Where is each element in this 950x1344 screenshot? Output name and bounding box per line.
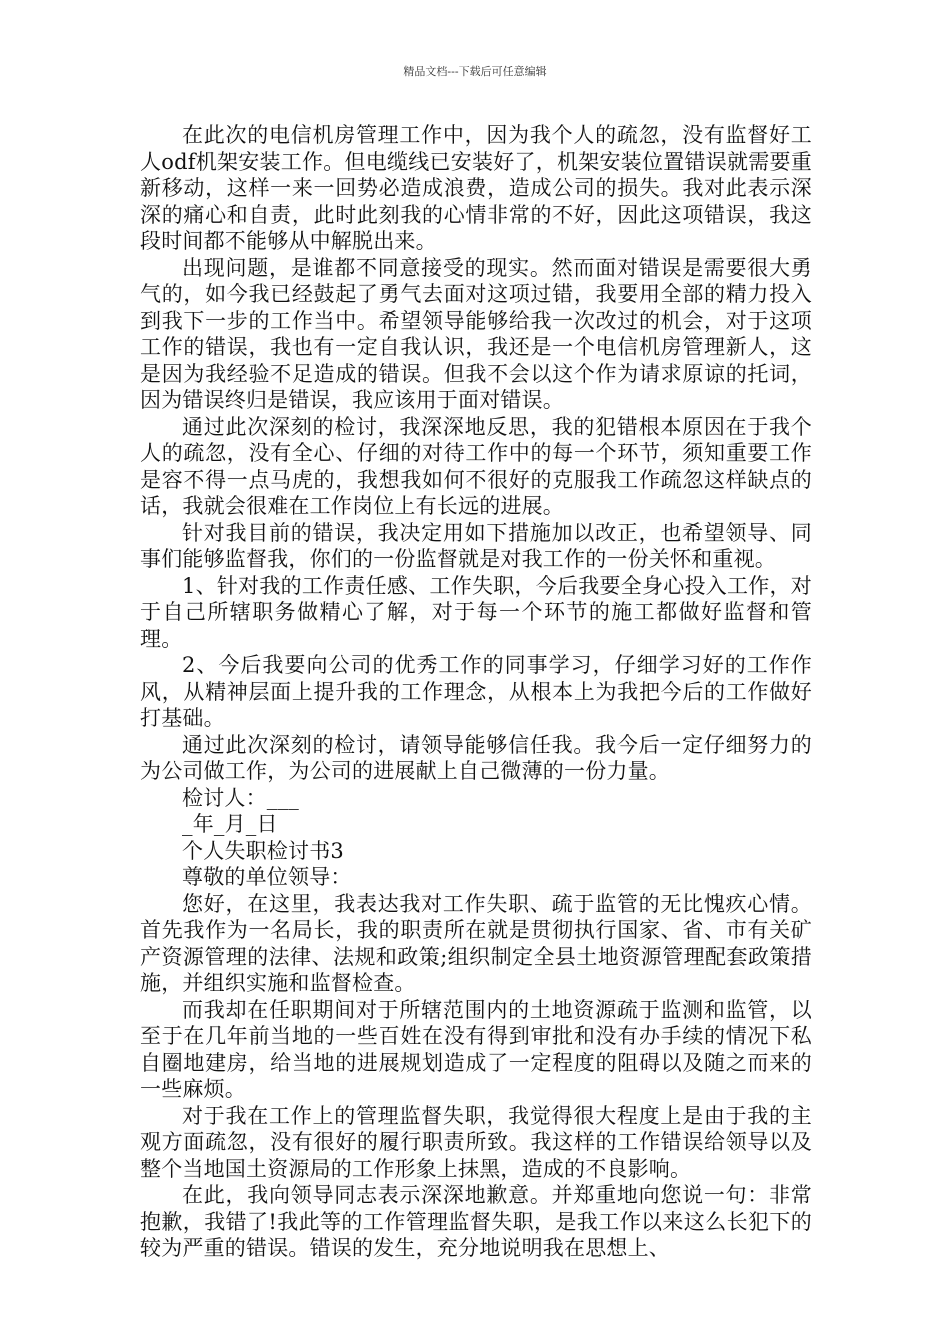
paragraph: 通过此次深刻的检讨，我深深地反思，我的犯错根本原因在于我个人的疏忽，没有全心、仔细的对待工作中的每一个环节，须知重要工作是容不得一点马虎的，我想我如何不很好的克服我工作疏忽这样缺点的话，我就会很难在工作岗位上有长远的进展。 (140, 414, 812, 518)
date-line: _年_月_日 (182, 812, 278, 836)
paragraph: 而我却在任职期间对于所辖范围内的土地资源疏于监测和监管，以至于在几年前当地的一些百姓在没有得到审批和没有办手续的情况下私自圈地建房，给当地的进展规划造成了一定程度的阻碍以及随之而来的一些麻烦。 (140, 997, 812, 1101)
paragraph: 在此次的电信机房管理工作中，因为我个人的疏忽，没有监督好工人odf机架安装工作。但电缆线已安装好了，机架安装位置错误就需要重新移动，这样一来一回势必造成浪费，造成公司的损失。我对此表示深深的痛心和自责，此时此刻我的心情非常的不好，因此这项错误，我这段时间都不能够从中解脱出来。 (140, 123, 812, 253)
document-body (140, 122, 812, 1262)
page-header: 精品文档---下载后可任意编辑 (403, 65, 547, 78)
paragraph: 您好，在这里，我表达我对工作失职、疏于监管的无比愧疚心情。首先我作为一名局长，我的职责所在就是贯彻执行国家、省、市有关矿产资源管理的法律、法规和政策;组织制定全县土地资源管理配套政策措施，并组织实施和监督检查。 (140, 891, 812, 995)
paragraph: 在此，我向领导同志表示深深地歉意。并郑重地向您说一句：非常抱歉，我错了!我此等的工作管理监督失职，是我工作以来这么长犯下的较为严重的错误。错误的发生，充分地说明我在思想上、 (140, 1183, 812, 1260)
signature-line: 检讨人：___ (182, 785, 299, 810)
paragraph: 通过此次深刻的检讨，请领导能够信任我。我今后一定仔细努力的为公司做工作，为公司的进展献上自己微薄的一份力量。 (140, 732, 812, 783)
paragraph: 出现问题，是谁都不同意接受的现实。然而面对错误是需要很大勇气的，如今我已经鼓起了勇气去面对这项过错，我要用全部的精力投入到我下一步的工作当中。希望领导能够给我一次改过的机会，对于这项工作的错误，我也有一定自我认识，我还是一个电信机房管理新人，这是因为我经验不足造成的错误。但我不会以这个作为请求原谅的托词，因为错误终归是错误，我应该用于面对错误。 (140, 255, 812, 412)
salutation: 尊敬的单位领导： (182, 865, 352, 889)
paragraph: 对于我在工作上的管理监督失职，我觉得很大程度上是由于我的主观方面疏忽，没有很好的履行职责所致。我这样的工作错误给领导以及整个当地国土资源局的工作形象上抹黑，造成的不良影响。 (140, 1103, 812, 1181)
section-title: 个人失职检讨书3 (182, 838, 344, 863)
paragraph: 1、针对我的工作责任感、工作失职，今后我要全身心投入工作，对于自己所辖职务做精心了解，对于每一个环节的施工都做好监督和管理。 (140, 573, 812, 651)
paragraph: 2、今后我要向公司的优秀工作的同事学习，仔细学习好的工作作风，从精神层面上提升我的工作理念，从根本上为我把今后的工作做好打基础。 (140, 653, 812, 730)
paragraph: 针对我目前的错误，我决定用如下措施加以改正，也希望领导、同事们能够监督我，你们的一份监督就是对我工作的一份关怀和重视。 (140, 520, 812, 571)
